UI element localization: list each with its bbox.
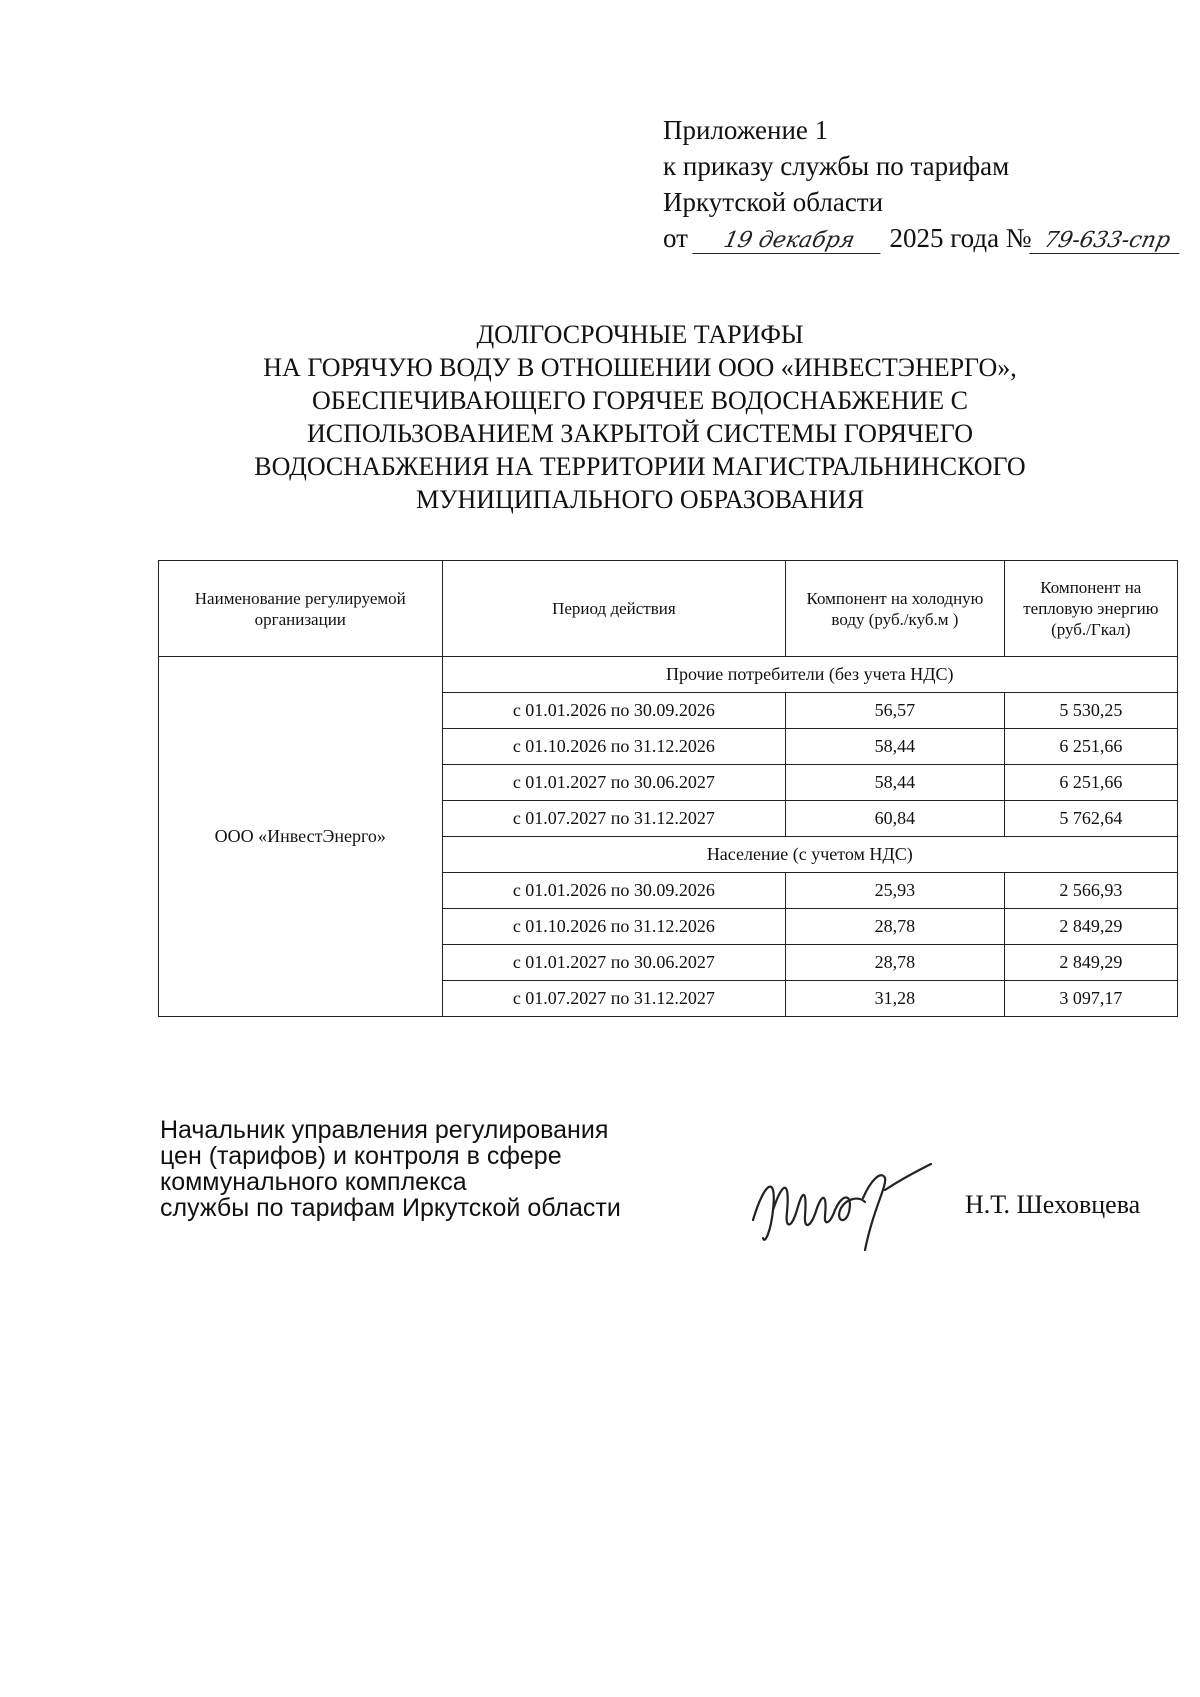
group-label: Население (с учетом НДС)	[442, 837, 1177, 873]
title-line: НА ГОРЯЧУЮ ВОДУ В ОТНОШЕНИИ ООО «ИНВЕСТЭНЕРГО»,	[263, 353, 1017, 382]
appendix-order-line	[663, 220, 1183, 256]
title-line: ОБЕСПЕЧИВАЮЩЕГО ГОРЯЧЕЕ ВОДОСНАБЖЕНИЕ С	[311, 386, 968, 415]
period-cell: с 01.10.2026 по 31.12.2026	[442, 909, 786, 945]
from-label: от	[663, 223, 688, 253]
header-heat-energy: Компонент на тепловую энергию (руб./Гкал)	[1004, 561, 1177, 657]
heat-cell: 2 566,93	[1004, 873, 1177, 909]
cold-cell: 25,93	[786, 873, 1004, 909]
handwritten-signature	[735, 1150, 945, 1260]
year-label: 2025 года №	[889, 223, 1032, 253]
signer-position-line: коммунального комплекса	[160, 1168, 467, 1196]
heat-cell: 2 849,29	[1004, 909, 1177, 945]
handwritten-date: 19 декабря	[692, 229, 885, 254]
title-line: ИСПОЛЬЗОВАНИЕМ ЗАКРЫТОЙ СИСТЕМЫ ГОРЯЧЕГО	[307, 419, 973, 448]
appendix-line-3: Иркутской области	[663, 187, 884, 217]
signer-position	[160, 1117, 621, 1221]
handwritten-order-number: 79-633-спр	[1029, 229, 1184, 254]
appendix-line-2: к приказу службы по тарифам	[663, 151, 1010, 181]
header-organization: Наименование регулируемой организации	[159, 561, 443, 657]
period-cell: с 01.07.2027 по 31.12.2027	[442, 801, 786, 837]
heat-cell: 5 762,64	[1004, 801, 1177, 837]
title-line: МУНИЦИПАЛЬНОГО ОБРАЗОВАНИЯ	[415, 485, 865, 514]
header-cold-water: Компонент на холодную воду (руб./куб.м )	[786, 561, 1004, 657]
period-cell: с 01.01.2026 по 30.09.2026	[442, 693, 786, 729]
heat-cell: 3 097,17	[1004, 981, 1177, 1017]
signer-name: Н.Т. Шеховцева	[965, 1190, 1141, 1219]
cold-cell: 58,44	[786, 765, 1004, 801]
appendix-header	[663, 112, 1183, 256]
period-cell: с 01.01.2027 по 30.06.2027	[442, 765, 786, 801]
period-cell: с 01.01.2026 по 30.09.2026	[442, 873, 786, 909]
signer-position-line: Начальник управления регулирования	[160, 1116, 609, 1144]
heat-cell: 5 530,25	[1004, 693, 1177, 729]
header-period: Период действия	[442, 561, 786, 657]
document-title	[180, 318, 1100, 516]
cold-cell: 28,78	[786, 909, 1004, 945]
table-header-row	[159, 561, 1178, 657]
organization-cell: ООО «ИнвестЭнерго»	[159, 657, 443, 1017]
tariff-table	[158, 560, 1178, 1017]
title-line: ДОЛГОСРОЧНЫЕ ТАРИФЫ	[476, 320, 804, 349]
heat-cell: 6 251,66	[1004, 729, 1177, 765]
period-cell: с 01.10.2026 по 31.12.2026	[442, 729, 786, 765]
cold-cell: 56,57	[786, 693, 1004, 729]
cold-cell: 28,78	[786, 945, 1004, 981]
cold-cell: 31,28	[786, 981, 1004, 1017]
period-cell: с 01.01.2027 по 30.06.2027	[442, 945, 786, 981]
period-cell: с 01.07.2027 по 31.12.2027	[442, 981, 786, 1017]
heat-cell: 6 251,66	[1004, 765, 1177, 801]
heat-cell: 2 849,29	[1004, 945, 1177, 981]
signer-position-line: службы по тарифам Иркутской области	[160, 1194, 621, 1222]
cold-cell: 60,84	[786, 801, 1004, 837]
group-label-row	[159, 657, 1178, 693]
title-line: ВОДОСНАБЖЕНИЯ НА ТЕРРИТОРИИ МАГИСТРАЛЬНИНСКОГО	[254, 452, 1026, 481]
group-label: Прочие потребители (без учета НДС)	[442, 657, 1177, 693]
signer-position-line: цен (тарифов) и контроля в сфере	[160, 1142, 562, 1170]
cold-cell: 58,44	[786, 729, 1004, 765]
appendix-line-1: Приложение 1	[663, 115, 829, 145]
